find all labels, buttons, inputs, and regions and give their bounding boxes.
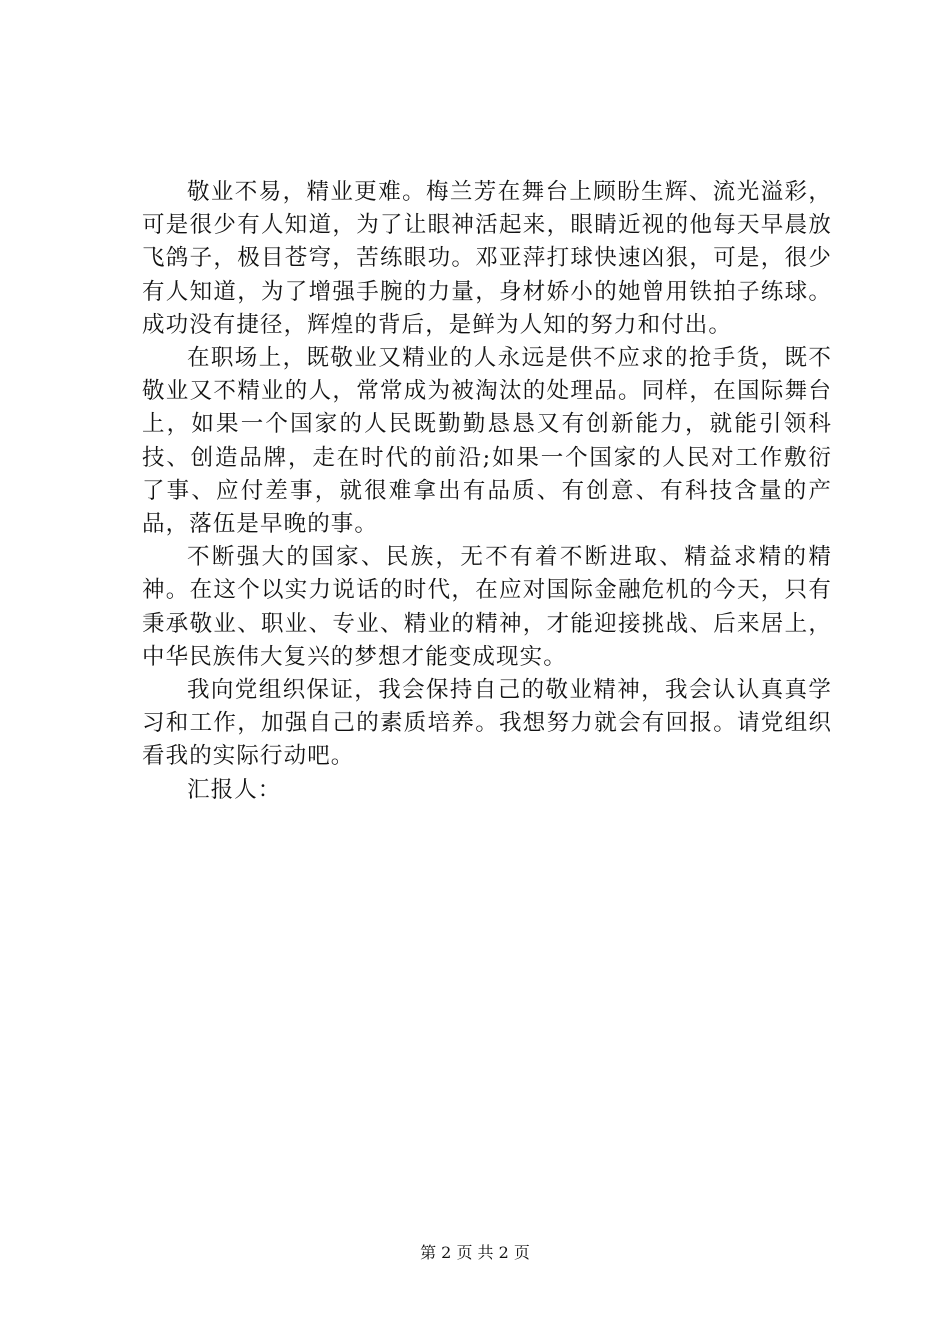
paragraph-4: 我向党组织保证，我会保持自己的敬业精神，我会认认真真学习和工作，加强自己的素质培养。我想努力就会有回报。请党组织看我的实际行动吧。 bbox=[142, 677, 832, 770]
paragraph-2: 在职场上，既敬业又精业的人永远是供不应求的抢手货，既不敬业又不精业的人，常常成为被淘汰的处理品。同样，在国际舞台上，如果一个国家的人民既勤勤恳恳又有创新能力，就能引领科技、创造品牌，走在时代的前沿;如果一个国家的人民对工作敷衍了事、应付差事，就很难拿出有品质、有创意、有科技含量的产品，落伍是早晚的事。 bbox=[142, 345, 832, 538]
document-body bbox=[142, 176, 832, 807]
paragraph-3: 不断强大的国家、民族，无不有着不断进取、精益求精的精神。在这个以实力说话的时代，在应对国际金融危机的今天，只有秉承敬业、职业、专业、精业的精神，才能迎接挑战、后来居上，中华民族伟大复兴的梦想才能变成现实。 bbox=[142, 544, 832, 670]
page-number-footer: 第 2 页 共 2 页 bbox=[420, 1243, 530, 1262]
reporter-signature-line: 汇报人： bbox=[187, 776, 282, 803]
paragraph-1: 敬业不易，精业更难。梅兰芳在舞台上顾盼生辉、流光溢彩，可是很少有人知道，为了让眼神活起来，眼睛近视的他每天早晨放飞鸽子，极目苍穹，苦练眼功。邓亚萍打球快速凶狠，可是，很少有人知道，为了增强手腕的力量，身材娇小的她曾用铁拍子练球。成功没有捷径，辉煌的背后，是鲜为人知的努力和付出。 bbox=[142, 179, 832, 338]
